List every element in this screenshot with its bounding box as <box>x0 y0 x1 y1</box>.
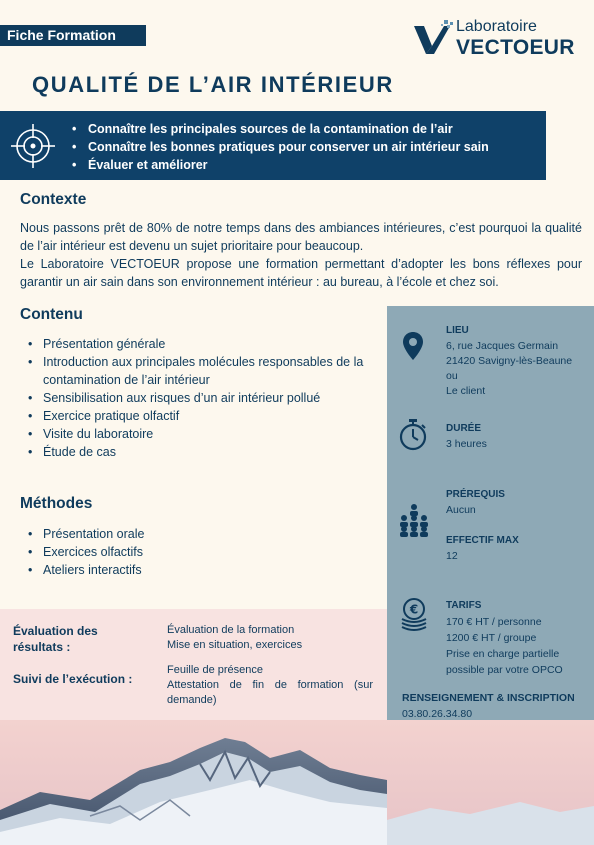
list-item: • Présentation orale <box>21 525 371 543</box>
objectives-list <box>72 120 489 174</box>
contexte-heading: Contexte <box>20 191 87 208</box>
effectif-label: EFFECTIF MAX <box>446 535 519 546</box>
stopwatch-icon <box>398 418 428 452</box>
logo <box>410 10 590 60</box>
objective-item: • Connaître les bonnes pratiques pour conserver un air intérieur sain <box>72 138 489 156</box>
mountain-image <box>0 720 594 845</box>
evaluation-label: Évaluation des résultats : <box>13 624 98 654</box>
lieu-value: 6, rue Jacques Germain 21420 Savigny-lès-Beaune ou Le client <box>446 340 573 397</box>
suivi-value: Feuille de présence Attestation de fin de formation (sur demande) <box>167 664 373 706</box>
methodes-list <box>21 525 371 579</box>
prerequis-label: PRÉREQUIS <box>446 489 505 500</box>
target-icon <box>10 123 56 169</box>
info-sidebar <box>387 306 594 768</box>
list-item: • Sensibilisation aux risques d’un air intérieur pollué <box>21 389 373 407</box>
contenu-heading: Contenu <box>20 306 83 323</box>
prerequis-value: Aucun <box>446 504 476 516</box>
contexte-paragraph-2: Le Laboratoire VECTOEUR propose une formation permettant d’adopter les bons réflexes pour garantir un air sain dans son environnement intérieur : au bureau, à l’école et chez soi. <box>20 257 582 289</box>
tarifs-label: TARIFS <box>446 600 482 611</box>
list-item: • Exercices olfactifs <box>21 543 371 561</box>
list-item: • Introduction aux principales molécules responsables de la contamination de l’air intérieur <box>21 353 373 389</box>
objective-item: • Évaluer et améliorer <box>72 156 489 174</box>
list-item: • Présentation générale <box>21 335 373 353</box>
euro-coins-icon <box>399 598 429 632</box>
suivi-label: Suivi de l’exécution : <box>13 672 133 686</box>
effectif-value: 12 <box>446 550 458 562</box>
contact-value[interactable]: 03.80.26.34.80 <box>402 708 473 720</box>
svg-text:€: € <box>409 602 419 617</box>
contenu-list <box>21 335 373 461</box>
duree-label: DURÉE <box>446 423 482 434</box>
objective-item: • Connaître les principales sources de la contamination de l’air <box>72 120 489 138</box>
logo-mark-icon <box>414 20 456 56</box>
contexte-paragraph-1: Nous passons prêt de 80% de notre temps dans des ambiances intérieures, c’est pourquoi la qualité de l’air intérieur est devenu un sujet prioritaire pour beaucoup. <box>20 221 582 253</box>
tarifs-value: 170 € HT / personne 1200 € HT / groupe Prise en charge partielle possible par votre OPCO <box>446 616 563 676</box>
list-item: • Visite du laboratoire <box>21 425 373 443</box>
duree-value: 3 heures <box>446 438 487 450</box>
logo-line2: VECTOEUR <box>456 36 575 59</box>
location-pin-icon <box>402 331 424 361</box>
list-item: • Étude de cas <box>21 443 373 461</box>
evaluation-value: Évaluation de la formation Mise en situation, exercices <box>167 624 303 651</box>
evaluation-panel <box>0 609 387 720</box>
list-item: • Ateliers interactifs <box>21 561 371 579</box>
logo-line1: Laboratoire <box>456 18 537 35</box>
objectives-banner <box>0 111 546 180</box>
contact-label: RENSEIGNEMENT & INSCRIPTION <box>402 692 575 704</box>
doc-type-badge: Fiche Formation <box>0 25 146 46</box>
page-title: QUALITÉ DE L’AIR INTÉRIEUR <box>32 72 394 97</box>
list-item: • Exercice pratique olfactif <box>21 407 373 425</box>
group-people-icon <box>398 503 430 537</box>
methodes-heading: Méthodes <box>20 495 93 512</box>
lieu-label: LIEU <box>446 325 469 336</box>
